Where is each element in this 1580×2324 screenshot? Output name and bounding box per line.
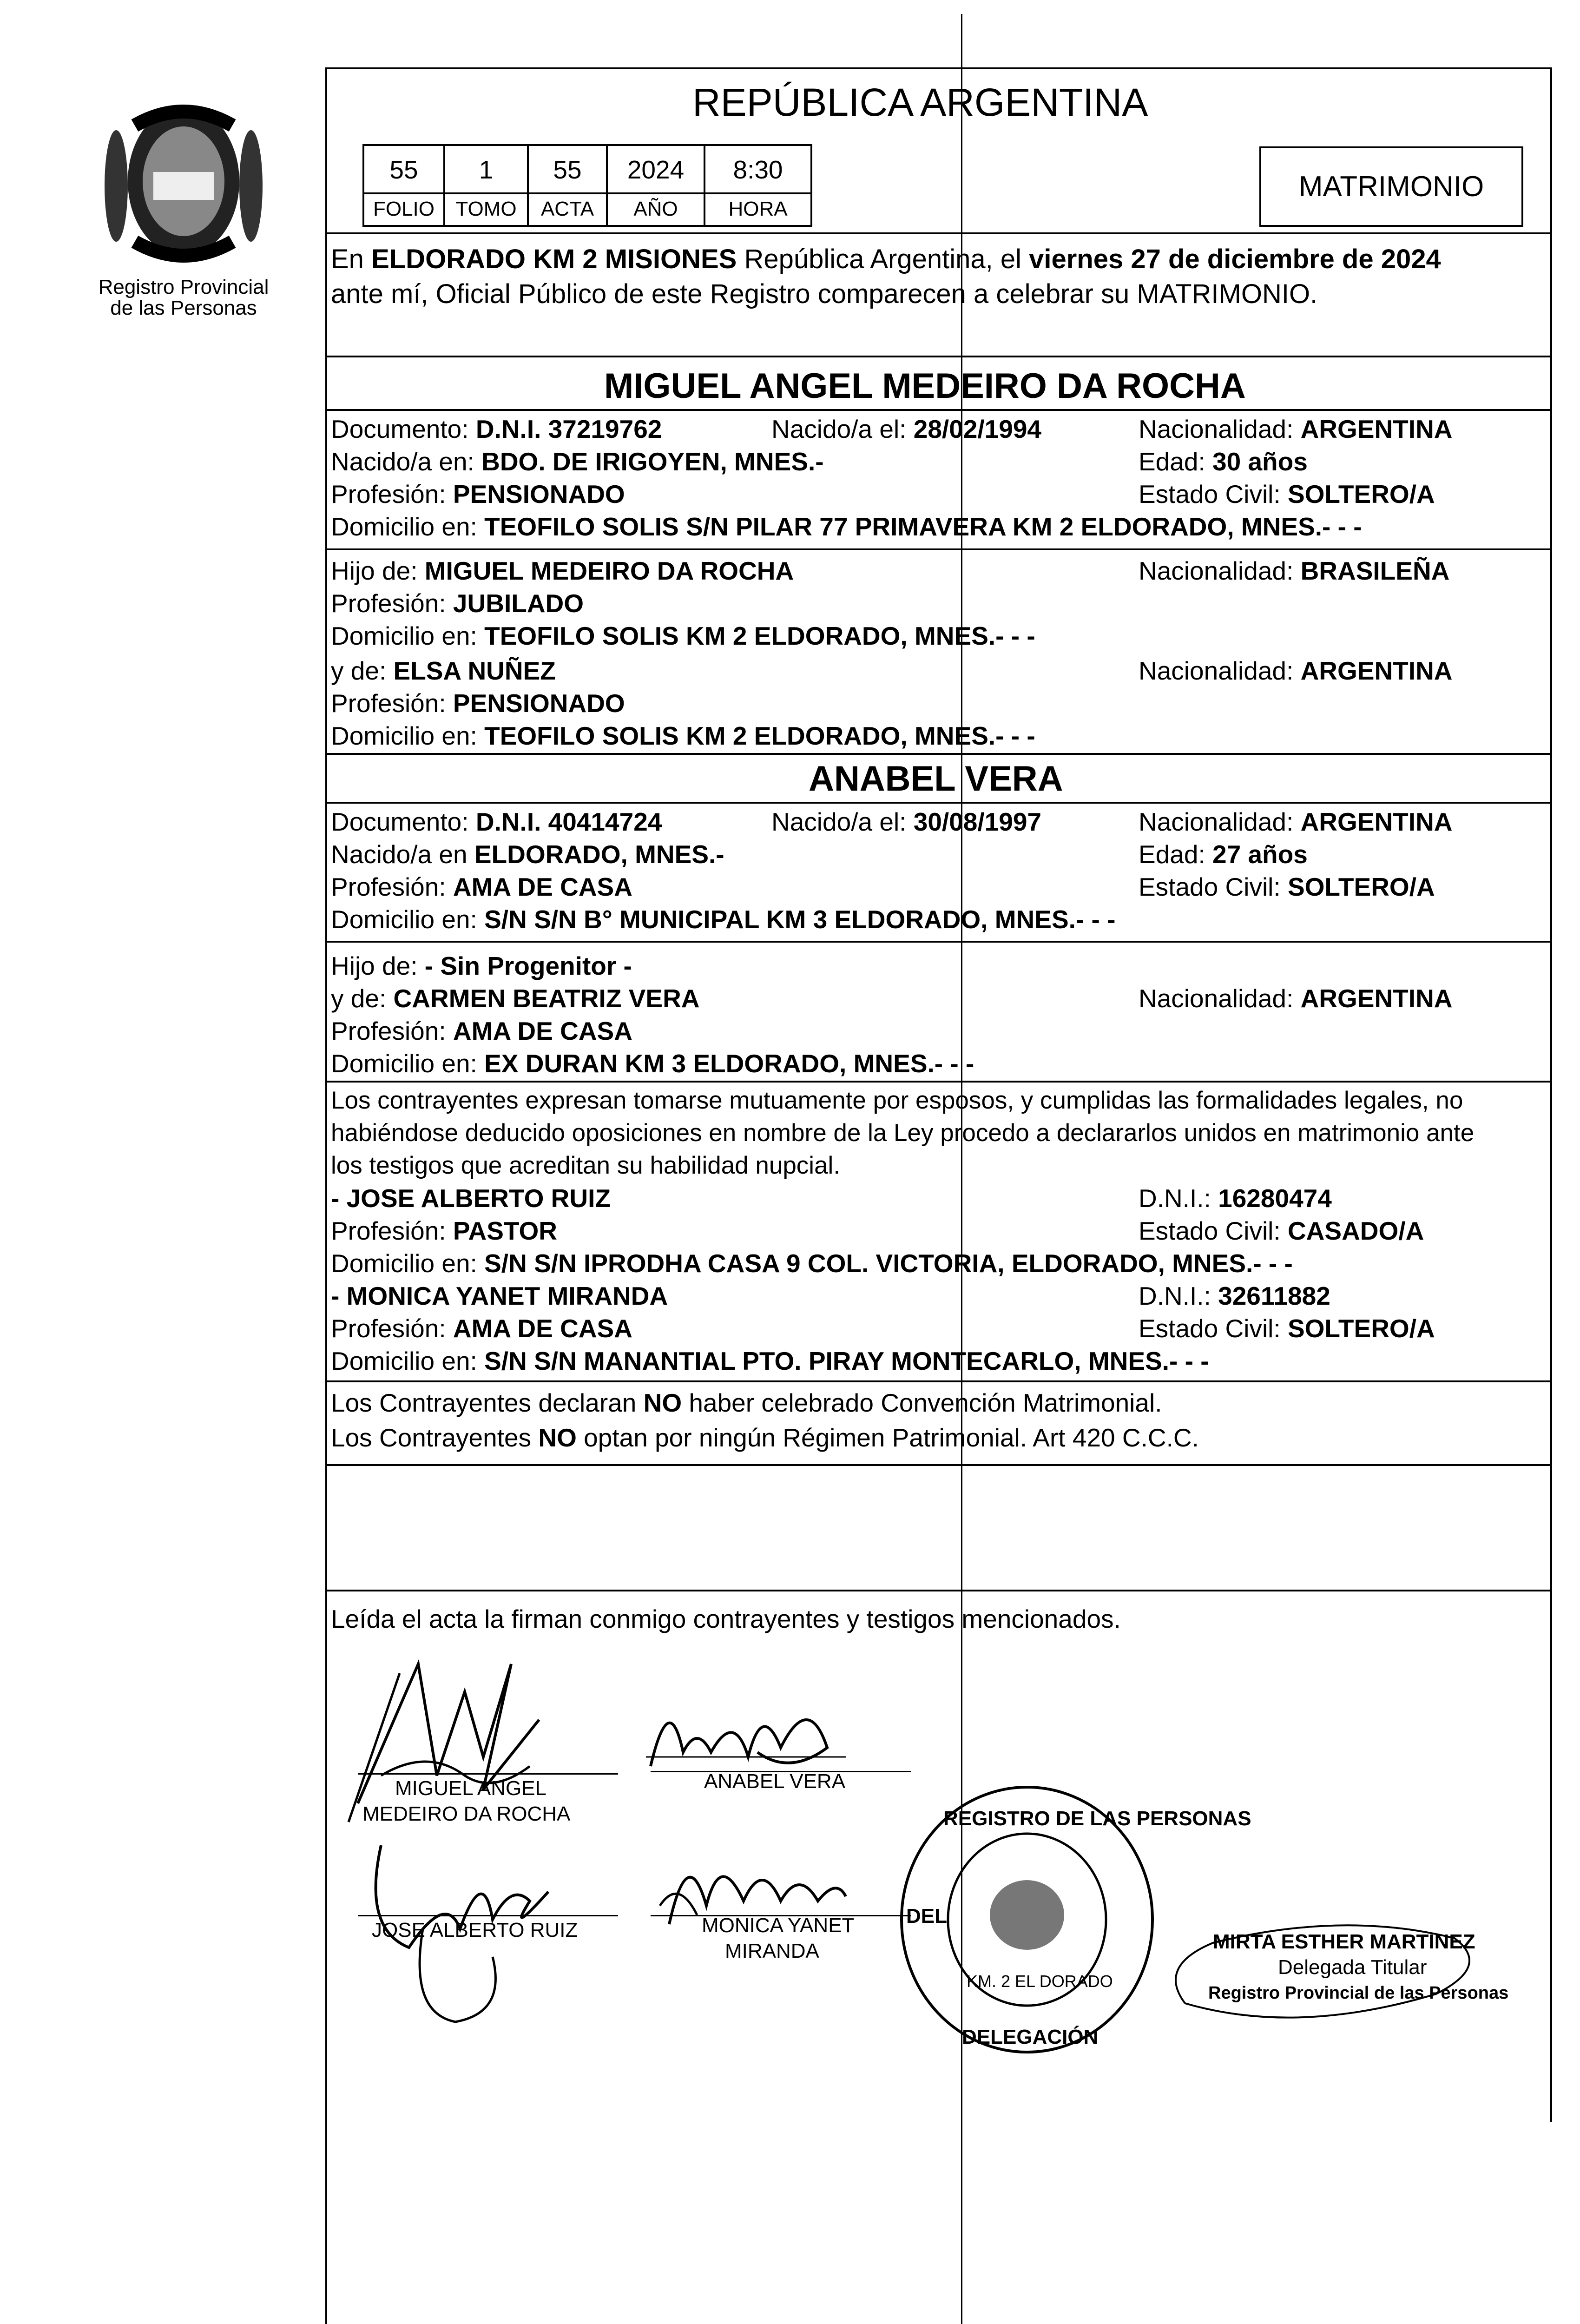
spouse1-domicilio: Domicilio en: TEOFILO SOLIS S/N PILAR 77 PRIMAVERA KM 2 ELDORADO, MNES.- - - — [331, 512, 1362, 541]
witness1-name: - JOSE ALBERTO RUIZ — [331, 1184, 611, 1213]
province-seal-logo — [84, 93, 283, 270]
spouse2-domicilio-line — [325, 941, 1552, 943]
stamp-inner: KM. 2 EL DORADO — [967, 1972, 1113, 1991]
declaration-line-1: Los contrayentes expresan tomarse mutuamente por esposos, y cumplidas las formalidades legales, no — [331, 1087, 1463, 1114]
spouse1-padre: Hijo de: MIGUEL MEDEIRO DA ROCHA — [331, 556, 794, 585]
logo-caption-1: Registro Provincial — [98, 276, 269, 298]
spouse1-padre-domicilio: Domicilio en: TEOFILO SOLIS KM 2 ELDORADO, MNES.- - - — [331, 621, 1035, 650]
stamp-ring-top: REGISTRO DE LAS PERSONAS — [943, 1807, 1251, 1830]
spouse2-nacido-en: Nacido/a en ELDORADO, MNES.- — [331, 840, 724, 869]
spouse1-madre-profesion: Profesión: PENSIONADO — [331, 689, 625, 718]
spouse2-madre-domicilio: Domicilio en: EX DURAN KM 3 ELDORADO, MNES.- - - — [331, 1049, 974, 1078]
spouse1-signature-name-1: MIGUEL ANGEL — [395, 1777, 547, 1800]
frame-left — [325, 67, 327, 2324]
witness2-signature-name-2: MIRANDA — [725, 1940, 819, 1962]
acta-value: 55 — [553, 155, 582, 184]
witness1-signature-name: JOSE ALBERTO RUIZ — [372, 1919, 578, 1941]
spouse2-padre: Hijo de: - Sin Progenitor - — [331, 951, 632, 980]
witness2-name: - MONICA YANET MIRANDA — [331, 1281, 668, 1310]
tomo-value: 1 — [479, 155, 494, 184]
intro-line-1: En ELDORADO KM 2 MISIONES República Argentina, el viernes 27 de diciembre de 2024 — [331, 244, 1441, 274]
spouse2-bottom-line — [325, 1081, 1552, 1083]
witness1-domicilio: Domicilio en: S/N S/N IPRODHA CASA 9 COL. VICTORIA, ELDORADO, MNES.- - - — [331, 1249, 1293, 1278]
intro-bottom-line — [325, 356, 1552, 357]
spouse1-signature-name-2: MEDEIRO DA ROCHA — [362, 1802, 571, 1825]
spouse1-bottom-line — [325, 753, 1552, 755]
witness2-signature-name-1: MONICA YANET — [702, 1914, 855, 1937]
spouse2-name: ANABEL VERA — [809, 759, 1063, 799]
spouse1-documento: Documento: D.N.I. 37219762 — [331, 415, 662, 443]
header-bottom-line — [325, 232, 1552, 234]
spouse2-madre-profesion: Profesión: AMA DE CASA — [331, 1017, 632, 1045]
anio-label: AÑO — [633, 198, 678, 220]
witness2-dni: D.N.I.: 32611882 — [1139, 1281, 1330, 1310]
spouse1-nacido-el: Nacido/a el: 28/02/1994 — [771, 415, 1042, 443]
official-office: Registro Provincial de las Personas — [1208, 1983, 1509, 2003]
spouse1-padre-profesion: Profesión: JUBILADO — [331, 589, 584, 618]
folio-boxes — [362, 144, 812, 227]
declaration-line-2: habiéndose deducido oposiciones en nombre de la Ley procedo a declararlos unidos en matrimonio ante — [331, 1119, 1475, 1147]
record-type: MATRIMONIO — [1298, 171, 1484, 203]
spouse2-nacido-el: Nacido/a el: 30/08/1997 — [771, 807, 1042, 836]
spouse1-padre-nacionalidad: Nacionalidad: BRASILEÑA — [1139, 556, 1450, 585]
spouse1-madre-domicilio: Domicilio en: TEOFILO SOLIS KM 2 ELDORADO, MNES.- - - — [331, 721, 1035, 750]
logo-caption-2: de las Personas — [110, 297, 257, 319]
official-title: Delegada Titular — [1278, 1956, 1427, 1979]
spouse1-estado-civil: Estado Civil: SOLTERO/A — [1139, 480, 1435, 508]
spouse1-domicilio-line — [325, 548, 1552, 550]
official-stamp — [1157, 1910, 1509, 2031]
witness1-profesion: Profesión: PASTOR — [331, 1216, 558, 1245]
witness2-estado-civil: Estado Civil: SOLTERO/A — [1139, 1314, 1435, 1343]
hora-value: 8:30 — [733, 155, 783, 184]
spouse2-madre: y de: CARMEN BEATRIZ VERA — [331, 984, 700, 1013]
spouse1-madre: y de: ELSA NUÑEZ — [331, 656, 556, 685]
convention-line-1: Los Contrayentes declaran NO haber celebrado Convención Matrimonial. — [331, 1388, 1162, 1417]
spouse1-nacionalidad: Nacionalidad: ARGENTINA — [1139, 415, 1453, 443]
declaration-line-3: los testigos que acreditan su habilidad nupcial. — [331, 1152, 841, 1179]
spouse1-name-line — [325, 409, 1552, 411]
closing-statement: Leída el acta la firman conmigo contrayentes y testigos mencionados. — [331, 1604, 1121, 1633]
spouse1-madre-nacionalidad: Nacionalidad: ARGENTINA — [1139, 656, 1453, 685]
tomo-label: TOMO — [455, 198, 517, 220]
frame-right — [1550, 67, 1552, 2122]
spouse2-madre-nacionalidad: Nacionalidad: ARGENTINA — [1139, 984, 1453, 1013]
spouse2-estado-civil: Estado Civil: SOLTERO/A — [1139, 872, 1435, 901]
registry-stamp — [892, 1780, 1251, 2059]
spouse2-domicilio: Domicilio en: S/N S/N B° MUNICIPAL KM 3 ELDORADO, MNES.- - - — [331, 905, 1116, 934]
anio-value: 2024 — [627, 155, 685, 184]
official-name: MIRTA ESTHER MARTINEZ — [1213, 1930, 1475, 1953]
spouse2-nacionalidad: Nacionalidad: ARGENTINA — [1139, 807, 1453, 836]
folio-label: FOLIO — [373, 198, 435, 220]
witness2-profesion: Profesión: AMA DE CASA — [331, 1314, 632, 1343]
spouse1-nacido-en: Nacido/a en: BDO. DE IRIGOYEN, MNES.- — [331, 447, 824, 476]
stamp-ring-bottom: DELEGACIÓN — [962, 2026, 1099, 2048]
spouse2-documento: Documento: D.N.I. 40414724 — [331, 807, 662, 836]
frame-top — [325, 67, 1552, 69]
record-type-box — [1259, 146, 1523, 227]
witnesses-bottom-line — [325, 1380, 1552, 1382]
spouse2-signature-name: ANABEL VERA — [704, 1770, 846, 1793]
convention-bottom-line — [325, 1464, 1552, 1466]
witness2-domicilio: Domicilio en: S/N S/N MANANTIAL PTO. PIRAY MONTECARLO, MNES.- - - — [331, 1347, 1209, 1375]
acta-label: ACTA — [540, 198, 594, 220]
spouse2-profesion: Profesión: AMA DE CASA — [331, 872, 632, 901]
document-title: REPÚBLICA ARGENTINA — [692, 80, 1148, 124]
hora-label: HORA — [728, 198, 788, 220]
spouse1-edad: Edad: 30 años — [1139, 447, 1308, 476]
spouse2-name-line — [325, 802, 1552, 804]
notes-bottom-line — [325, 1590, 1552, 1591]
spouse1-profesion: Profesión: PENSIONADO — [331, 480, 625, 508]
intro-line-2: ante mí, Oficial Público de este Registro comparecen a celebrar su MATRIMONIO. — [331, 279, 1318, 309]
folio-value: 55 — [389, 155, 418, 184]
witness1-dni: D.N.I.: 16280474 — [1139, 1184, 1332, 1213]
convention-line-2: Los Contrayentes NO optan por ningún Régimen Patrimonial. Art 420 C.C.C. — [331, 1423, 1199, 1452]
stamp-ring-left: DEL — [906, 1905, 947, 1928]
spouse2-edad: Edad: 27 años — [1139, 840, 1308, 869]
witness1-estado-civil: Estado Civil: CASADO/A — [1139, 1216, 1424, 1245]
spouse1-name: MIGUEL ANGEL MEDEIRO DA ROCHA — [604, 366, 1246, 406]
